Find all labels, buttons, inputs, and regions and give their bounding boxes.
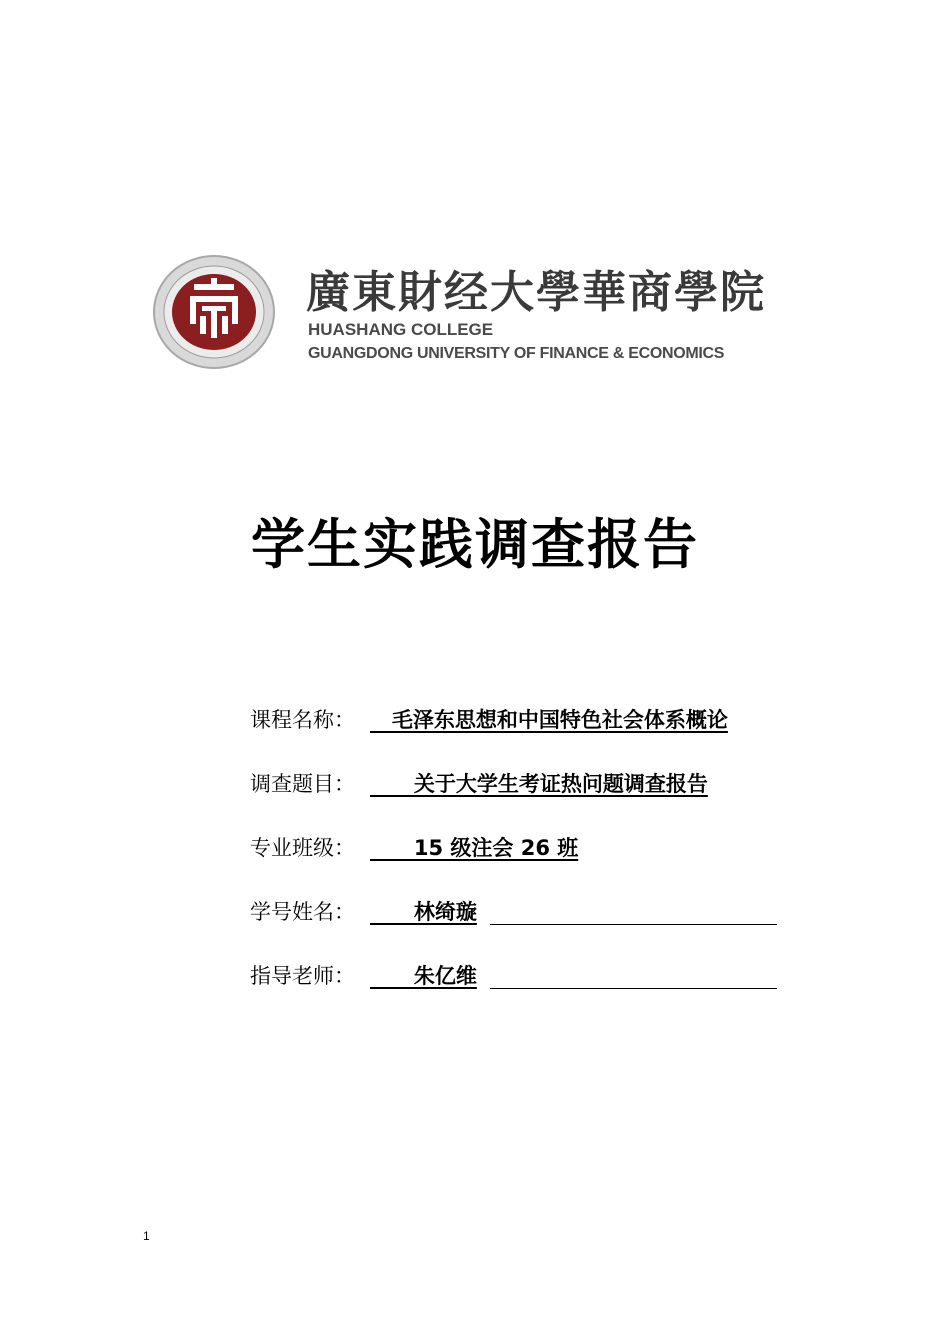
logo-english-line1: HUASHANG COLLEGE (308, 320, 494, 339)
page-number: 1 (143, 1229, 150, 1243)
logo-chinese-name: 廣東財经大學華商學院 (306, 267, 766, 318)
field-label: 课程名称： (250, 708, 355, 732)
field-label: 指导老师： (250, 964, 355, 988)
college-logo (152, 254, 792, 374)
field-value: 毛泽东思想和中国特色社会体系概论 (370, 708, 728, 732)
field-value: 15 级注会 26 班 (370, 836, 579, 860)
field-label: 专业班级： (250, 836, 355, 860)
field-value: 朱亿维 (370, 964, 477, 988)
university-emblem-icon (152, 254, 276, 370)
field-label: 学号姓名： (250, 900, 355, 924)
report-title: 学生实践调查报告 (251, 513, 699, 576)
logo-english-line2: GUANGDONG UNIVERSITY OF FINANCE & ECONOMICS (308, 345, 725, 362)
blank-underline (490, 988, 777, 989)
field-label: 调查题目： (250, 772, 355, 796)
blank-underline (490, 924, 777, 925)
field-value: 关于大学生考证热问题调查报告 (370, 772, 708, 796)
field-value: 林绮璇 (370, 900, 477, 924)
